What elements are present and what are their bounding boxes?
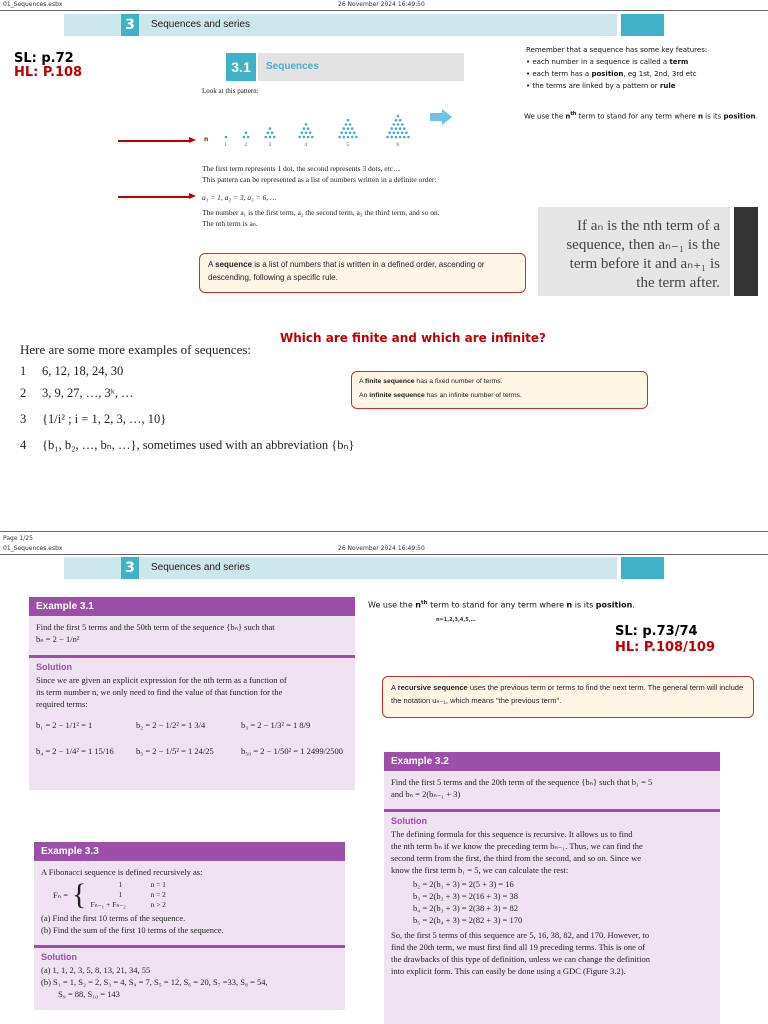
pattern-number: 2 [244,143,247,148]
nth-term-note: We use the $n^{th}$ term to stand for any term where n is its position. [524,111,758,121]
pattern-dot [403,127,406,130]
pattern-dot [347,127,350,130]
nth-term-note: We use the $n^{th}$ term to stand for any term where n is its position. [368,600,635,610]
pattern-dot [309,132,312,135]
pattern-dot [245,132,248,135]
example-question: A Fibonacci sequence is defined recursively as: Fₙ = { 1 n = 1 1 n = 2 Fₙ₋₁ + Fₙ₋₂ n > 2 (a) Find the first 10 terms of the sequence. (b) Find the sum of the first 10 terms of the sequence. [34,861,345,945]
example-question: Find the first 5 terms and the 50th term of the sequence {bₙ} such that bₙ = 2 − 1/n² [29,616,355,655]
pattern-dot [403,136,406,139]
pattern-dot [303,127,306,130]
chapter-number: 3 [121,557,139,579]
feature-item: • the terms are linked by a pattern or rule [526,80,766,92]
pattern-dot [307,127,310,130]
section-number: 3.1 [226,53,256,81]
example-3-1 [29,597,355,790]
red-arrow-pointer [118,140,190,142]
example-3-3 [34,842,345,1010]
example-item: 1 6, 12, 18, 24, 30 [20,364,124,378]
pattern-dot [405,132,408,135]
term-notation-text: The number a₁ is the first term, a₂ the second term, a₃ the third term, and so on. The nth term is aₙ. [202,208,440,228]
pattern-dot [340,132,343,135]
pattern-dot [388,132,391,135]
pattern-dot [225,136,228,139]
chapter-title: Sequences and series [151,562,250,573]
pattern-dot [347,136,350,139]
pattern-dot [271,132,274,135]
chapter-banner [64,14,617,36]
chapter-banner-end [621,14,664,36]
pattern-dot [269,127,272,130]
pattern-dot [397,115,400,118]
pattern-dot [390,127,393,130]
pattern-dot [349,123,352,126]
header-filename: 01_Sequences.esbx [3,545,63,552]
pattern-dot [399,127,402,130]
pattern-number: 4 [304,143,307,148]
pattern-dot [307,136,310,139]
pattern-dot [393,123,396,126]
example-item: 2 3, 9, 27, …, 3ᵏ, … [20,386,134,400]
pattern-formula: a₁ = 1, a₂ = 3, a₃ = 6, … [202,193,277,202]
header-timestamp: 26 November 2024 16:49:50 [338,1,425,8]
example-question: Find the first 5 terms and the 20th term of the sequence {bₙ} such that b₁ = 5 and bₙ = 2(bₙ₋₁ + 3) [384,771,720,809]
look-at-pattern: Look at this pattern: [202,87,259,95]
chapter-banner-end [621,557,664,579]
pattern-dot [353,132,356,135]
pattern-dot [343,136,346,139]
pattern-description: The first term represents 1 dot, the second represents 3 dots, etc… This pattern can be represented as a list of numbers written in a definite order: [202,164,437,184]
nth-term-quote-box: If aₙ is the nth term of a sequence, then aₙ₋₁ is the term before it and aₙ₊₁ is the term after. [538,207,730,296]
solution-label: Solution [384,809,720,826]
pattern-dot [343,127,346,130]
dark-side-bar [734,207,758,296]
chapter-banner [64,557,617,579]
page-divider [0,531,768,532]
header-divider [0,554,768,555]
pattern-dot [347,119,350,122]
pattern-dot [267,132,270,135]
key-features-intro: Remember that a sequence has some key features: [526,46,708,54]
pattern-dot [395,136,398,139]
header-filename: 01_Sequences.esbx [3,1,63,8]
pattern-n-label: n [204,136,209,143]
examples-list [20,360,380,456]
header-divider [0,10,768,11]
n-values-note: n=1,2,3,4,5,… [436,617,476,623]
feature-item: • each number in a sequence is called a term [526,56,766,68]
solution-label: Solution [34,945,345,962]
pattern-dot [338,136,341,139]
pattern-dot [303,136,306,139]
pattern-dot [395,119,398,122]
example-item: 3 {1/i² ; i = 1, 2, 3, …, 10} [20,412,167,426]
hl-reference: HL: P.108/109 [615,640,715,655]
pattern-dot [269,136,272,139]
pattern-dot [355,136,358,139]
pattern-number: 5 [346,143,349,148]
pattern-dot [399,136,402,139]
example-item: 4 {b₁, b₂, …, bₙ, …}, sometimes used with an abbreviation {bₙ} [20,438,355,452]
example-title: Example 3.2 [384,752,720,771]
pattern-dot [265,136,268,139]
pattern-dot [247,136,250,139]
pattern-dot [243,136,246,139]
sl-reference: SL: p.73/74 [615,624,698,639]
example-solution: (a) 1, 1, 2, 3, 5, 8, 13, 21, 34, 55 (b) S₁ = 1, S₂ = 2, S₃ = 4, S₄ = 7, S₅ = 12, S₆ = 20, S₇ =33, S₈ = 54, S₉ = 88, S₁₀ = 143 [34,962,345,1010]
chapter-title: Sequences and series [151,19,250,30]
pattern-dot [305,123,308,126]
pattern-arrow-icon [430,109,452,125]
pattern-dot [349,132,352,135]
chapter-number: 3 [121,14,139,36]
page-number: Page 1/25 [3,535,33,542]
red-arrow-pointer [118,196,190,198]
key-features-box [526,44,766,92]
examples-intro: Here are some more examples of sequences: [20,342,252,357]
pattern-dot [386,136,389,139]
pattern-dot [311,136,314,139]
pattern-number: 6 [396,143,399,148]
example-solution: The defining formula for this sequence is recursive. It allows us to find the nth term bₙ if we know the preceding term bₙ₋₁. Thus, we can find the second term from the first, the third from the second, and so on. Since we know the first term b₁ = 5, we can calculate the rest: b₂ = 2(b₁ + 3) = 2(5 + 3) = 16 b₃ = 2(b₂ + 3) = 2(16 + 3) = 38 b₄ = 2(b₃ + 3) = 2(38 + 3) = 82 b₅ = 2(b₄ + 3) = 2(82 + 3) = 170 So, the first 5 terms of this sequence are 5, 16, 38, 82, and 170. However, to find the 20th term, we must first find all 19 preceding terms. This is one of the drawbacks of this type of definition, unless we can change the definition into explicit form. This can easily be done using a GDC (Figure 3.2). [384,826,720,1024]
header-timestamp: 26 November 2024 16:49:50 [338,545,425,552]
pattern-dot [351,136,354,139]
example-title: Example 3.3 [34,842,345,861]
pattern-dot [393,132,396,135]
recursive-definition-box: A recursive sequence uses the previous term or terms to find the next term. The general term will include the notation uₙ₋₁, which means "the previous term". [382,676,754,718]
pattern-dot [298,136,301,139]
pattern-dot [305,132,308,135]
pattern-dot [351,127,354,130]
pattern-dot [345,123,348,126]
pattern-dot [401,132,404,135]
pattern-dot [301,132,304,135]
pattern-dot [397,123,400,126]
feature-item: • each term has a position, eg 1st, 2nd, 3rd etc [526,68,766,80]
pattern-dot [345,132,348,135]
pattern-dot [399,119,402,122]
pattern-number: 3 [268,143,271,148]
sl-reference: SL: p.72 [14,51,74,66]
sequence-definition-box: A sequence is a list of numbers that is written in a defined order, ascending or descending, following a specific rule. [199,253,526,293]
pattern-number: 1 [224,143,227,148]
finite-infinite-question: Which are finite and which are infinite? [280,331,547,345]
pattern-dot [390,136,393,139]
pattern-dot [273,136,276,139]
dot-pattern-figure [198,100,458,150]
example-solution: Since we are given an explicit expression for the nth term as a function of its term number n, we only need to find the value of that function for the required terms: b₁ = 2 − 1/1² = 1 b₂ = 2 − 1/2² = 1 3/4 b₃ = 2 − 1/3² = 1 8/9 b₄ = 2 − 1/4² = 1 15/16 b₅ = 2 − 1/5² = 1 24/25 b₅₀ = 2 − 1/50² = 1 2499/2500 [29,672,355,790]
pattern-dot [401,123,404,126]
example-title: Example 3.1 [29,597,355,616]
section-title: Sequences [258,53,464,81]
pattern-dot [407,136,410,139]
hl-reference: HL: P.108 [14,65,83,80]
solution-label: Solution [29,655,355,672]
example-3-2 [384,752,720,1024]
pattern-dot [395,127,398,130]
pattern-dot [397,132,400,135]
finite-infinite-box: A finite sequence has a fixed number of terms. An infinite sequence has an infinite number of terms. [351,371,648,409]
